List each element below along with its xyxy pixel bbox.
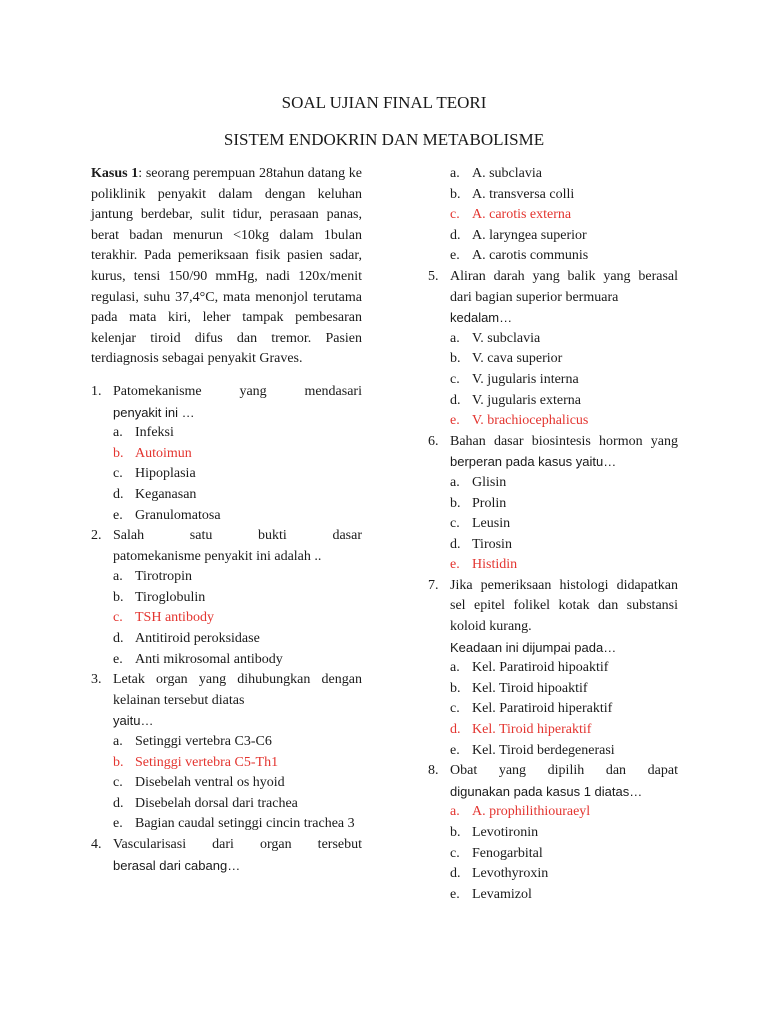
- option-correct: c. TSH antibody: [113, 610, 214, 626]
- option: a. V. subclavia: [450, 330, 541, 346]
- question-text-cont: patomekanisme penyakit ini adalah ..: [113, 548, 322, 564]
- option: b. V. cava superior: [450, 351, 563, 367]
- option: d. Antitiroid peroksidase: [113, 631, 260, 647]
- option: b. Levotironin: [450, 825, 539, 840]
- option-correct: c. A. carotis externa: [450, 207, 572, 223]
- option: c. Leusin: [450, 516, 511, 532]
- option: b. Prolin: [450, 495, 507, 511]
- option: d. V. jugularis externa: [450, 392, 581, 408]
- option: a. Tirotropin: [113, 569, 193, 585]
- option: d. Disebelah dorsal dari trachea: [113, 795, 298, 811]
- option-correct: e. V. brachiocephalicus: [450, 413, 589, 429]
- question-text: 7. Jika pemeriksaan histologi didapatkan sel epitel folikel kotak dan substansi koloid kurang.: [428, 577, 678, 635]
- option: b. A. transversa colli: [450, 186, 575, 202]
- question-number: 5.: [428, 268, 439, 284]
- question-text: 1. Patomekanisme yang mendasari: [91, 382, 362, 403]
- question-number: 8.: [428, 763, 439, 779]
- option-correct: a. A. prophilithiouraeyl: [450, 804, 591, 820]
- question-2: [91, 526, 362, 670]
- exam-subtitle: SISTEM ENDOKRIN DAN METABOLISME: [223, 130, 545, 149]
- option: a. Kel. Paratiroid hipoaktif: [450, 660, 609, 676]
- left-column: [91, 164, 362, 876]
- question-8: [428, 761, 678, 905]
- question-number: 2.: [91, 528, 102, 544]
- question-text: 5. Aliran darah yang balik yang berasal dari bagian superior bermuara: [428, 268, 678, 305]
- question-text: 8. Obat yang dipilih dan dapat: [428, 761, 678, 782]
- option: d. A. laryngea superior: [450, 227, 587, 243]
- question-text-cont: penyakit ini …: [113, 404, 195, 420]
- question-number: 6.: [428, 433, 439, 449]
- exam-title: SOAL UJIAN FINAL TEORI: [281, 93, 487, 112]
- option: c. V. jugularis interna: [450, 371, 579, 387]
- option: e. Granulomatosa: [113, 507, 221, 523]
- question-5: [428, 267, 678, 432]
- question-text: 4. Vascularisasi dari organ tersebut: [91, 835, 362, 856]
- option: e. Kel. Tiroid berdegenerasi: [450, 742, 615, 758]
- question-number: 4.: [91, 837, 102, 852]
- question-text-cont: digunakan pada kasus 1 diatas…: [450, 783, 643, 799]
- question-1: [91, 382, 362, 526]
- option-correct: d. Kel. Tiroid hiperaktif: [450, 722, 592, 738]
- option: a. Setinggi vertebra C3-C6: [113, 734, 272, 750]
- case-text: : seorang perempuan 28tahun datang ke poliklinik penyakit dalam dengan keluhan jantung berdebar, sulit tidur, perasaan panas, berat badan menurun <10kg dalam 1bulan terakhir. Pada pemeriksaan fisik pasien sadar, kurus, tensi 150/90 mmHg, nadi 120x/menit regulasi, suhu 37,4°C, mata menonjol terutama pada mata kiri, leher tampak pembesaran kelenjar tiroid difus dan tremor. Pasien terdiagnosis sebagai penyakit Graves.: [91, 166, 362, 367]
- option: e. A. carotis communis: [450, 248, 589, 264]
- question-text-cont: kedalam…: [450, 310, 513, 326]
- option: e. Anti mikrosomal antibody: [113, 651, 283, 667]
- option: d. Levothyroxin: [450, 866, 549, 882]
- option: c. Fenogarbital: [450, 845, 543, 861]
- question-3: [91, 670, 362, 835]
- option: b. Kel. Tiroid hipoaktif: [450, 680, 588, 696]
- option: e. Bagian caudal setinggi cincin trachea 3: [113, 816, 355, 832]
- option: b. Tiroglobulin: [113, 589, 206, 605]
- question-number: 1.: [91, 383, 102, 399]
- option: a. Infeksi: [113, 425, 174, 441]
- option: a. Glisin: [450, 474, 507, 490]
- case-description: [91, 164, 362, 370]
- question-text-cont: berperan pada kasus yaitu…: [450, 454, 617, 470]
- right-column: [428, 164, 678, 905]
- question-4-options: [428, 164, 678, 267]
- option: c. Hipoplasia: [113, 466, 196, 482]
- case-label: Kasus 1: [91, 166, 139, 181]
- option: d. Keganasan: [113, 486, 197, 502]
- option: c. Disebelah ventral os hyoid: [113, 775, 285, 791]
- option: a. A. subclavia: [450, 166, 542, 181]
- question-text-cont: Keadaan ini dijumpai pada…: [450, 639, 617, 655]
- option: d. Tirosin: [450, 536, 512, 552]
- option: e. Levamizol: [450, 886, 532, 902]
- option-correct: b. Autoimun: [113, 445, 192, 461]
- question-text: 2. Salah satu bukti dasar: [91, 526, 362, 547]
- question-6: [428, 432, 678, 576]
- question-text: 3. Letak organ yang dihubungkan dengan kelainan tersebut diatas: [91, 672, 362, 708]
- question-text: 6. Bahan dasar biosintesis hormon yang: [428, 432, 678, 453]
- option: c. Kel. Paratiroid hiperaktif: [450, 701, 613, 717]
- question-number: 7.: [428, 577, 439, 593]
- option-correct: e. Histidin: [450, 557, 518, 573]
- question-number: 3.: [91, 672, 102, 688]
- question-4: [91, 835, 362, 876]
- question-text-cont: yaitu…: [113, 713, 154, 729]
- option-correct: b. Setinggi vertebra C5-Th1: [113, 754, 279, 770]
- question-7: [428, 576, 678, 761]
- question-text-cont: berasal dari cabang…: [113, 857, 241, 873]
